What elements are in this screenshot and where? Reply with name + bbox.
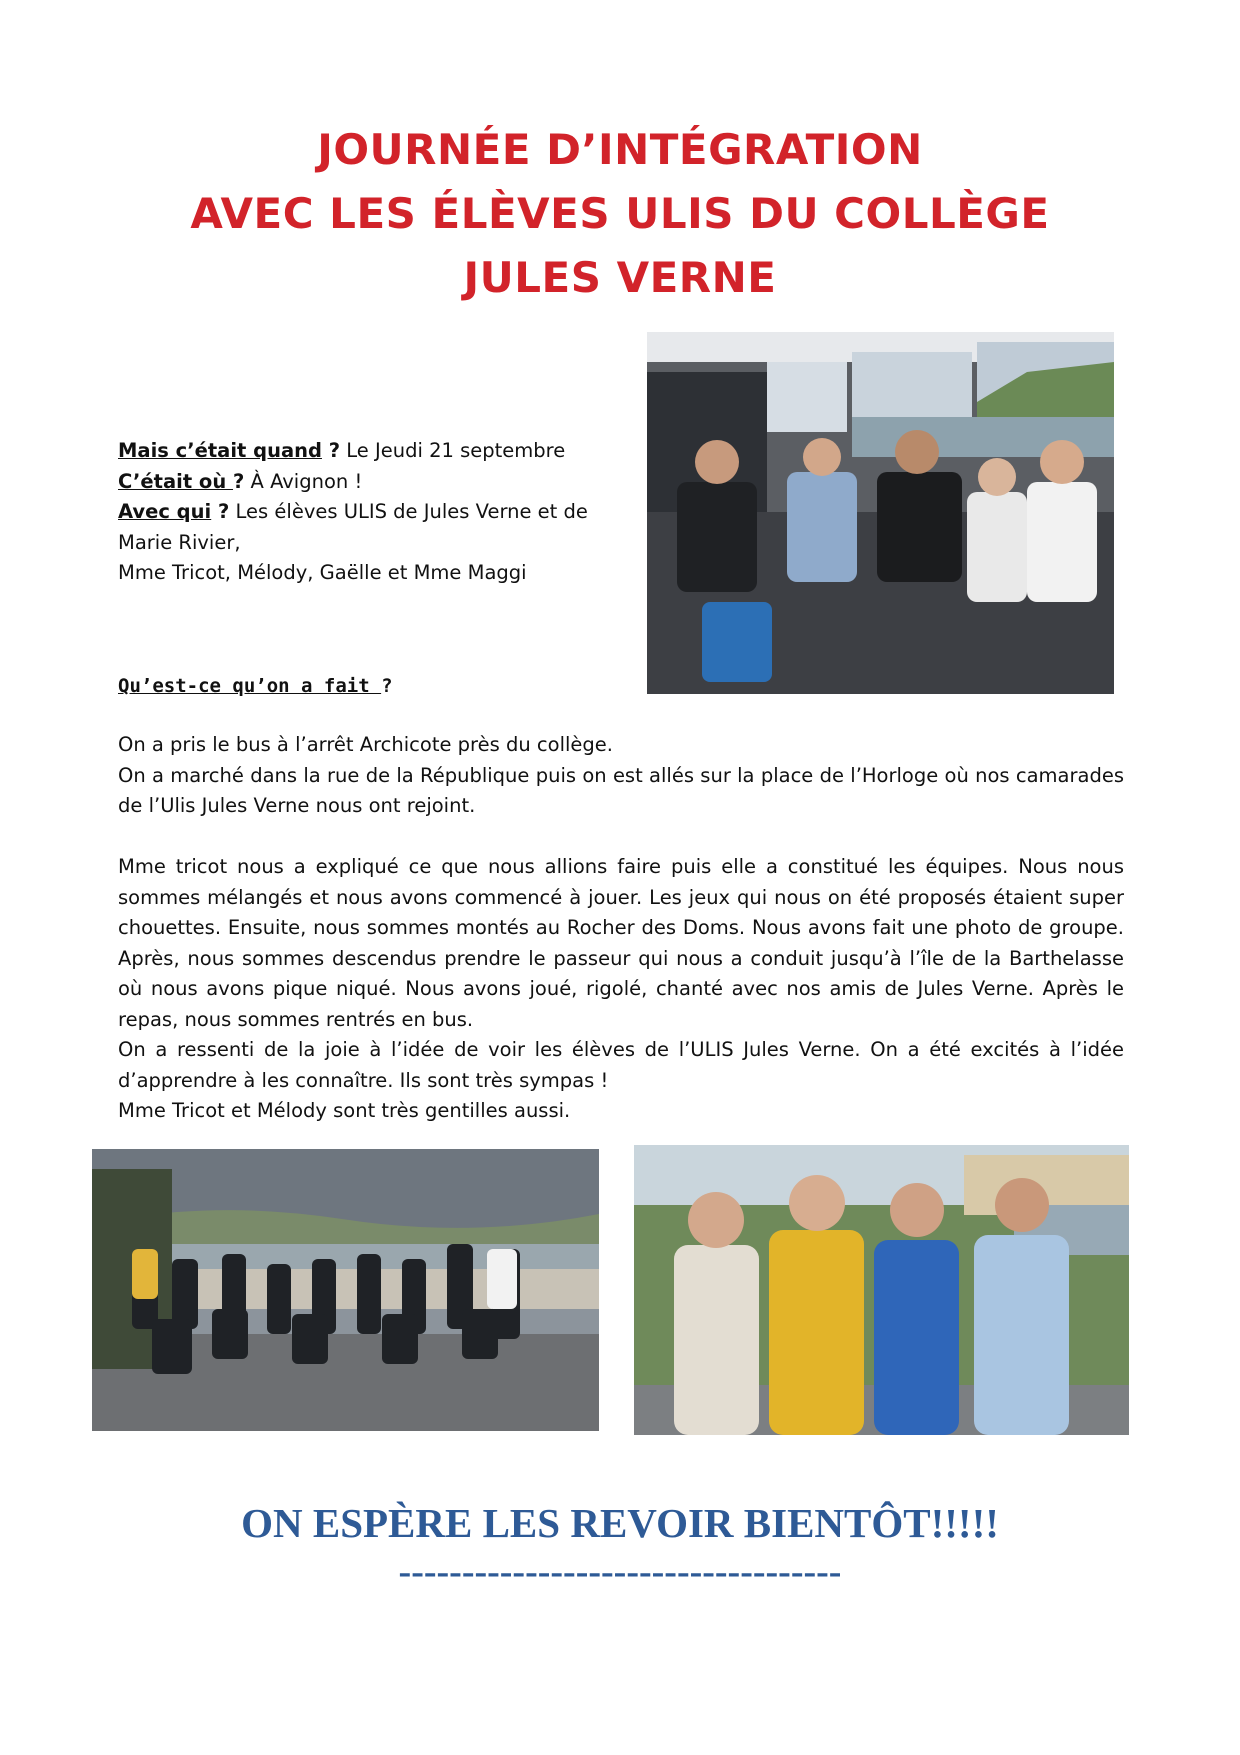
- info-when: [118, 436, 638, 467]
- who-question-mark: ?: [211, 500, 230, 523]
- staff-photo: [634, 1145, 1129, 1435]
- where-value: À Avignon !: [244, 469, 363, 493]
- title-line-1: JOURNÉE D’INTÉGRATION: [317, 125, 923, 174]
- when-label: Mais c’était quand: [118, 439, 322, 462]
- paragraph-2: On a marché dans la rue de la République puis on est allés sur la place de l’Horloge où nos camarades de l’Ulis Jules Verne nous ont rejoint.: [118, 763, 1124, 817]
- section-heading-question-mark: ?: [381, 675, 393, 697]
- group-photo: [92, 1149, 599, 1431]
- when-value: Le Jeudi 21 septembre: [340, 439, 566, 462]
- closing-divider: -----------------------------------: [398, 1551, 842, 1593]
- section-heading: [118, 675, 393, 697]
- title-line-3: JULES VERNE: [463, 253, 777, 302]
- when-question-mark: ?: [321, 439, 341, 462]
- paragraph-3: Mme tricot nous a expliqué ce que nous allions faire puis elle a constitué les équipes. Nous nous sommes mélangés et nous avons commencé à jouer. Les jeux qui nous on été proposés étaient super chouettes. Ensuite, nous sommes montés au Rocher des Doms. Nous avons fait une photo de groupe. Après, nous sommes descendus prendre le passeur qui nous a conduit jusqu’à l’île de la Barthelasse où nous avons pique niqué. Nous avons joué, rigolé, chanté avec nos amis de Jules Verne. Après le repas, nous sommes rentrés en bus.: [118, 855, 1124, 1031]
- boat-photo: [647, 332, 1114, 694]
- paragraph-5: Mme Tricot et Mélody sont très gentilles aussi.: [118, 1099, 571, 1122]
- section-heading-text: Qu’est-ce qu’on a fait: [118, 675, 382, 697]
- article-body: [118, 730, 1124, 1127]
- where-question-mark: ?: [233, 469, 245, 493]
- page-title: [0, 118, 1240, 310]
- info-who: [118, 497, 638, 558]
- title-line-2: AVEC LES ÉLÈVES ULIS DU COLLÈGE: [190, 189, 1050, 238]
- who-value: Les élèves ULIS de Jules Verne et de Marie Rivier,: [118, 500, 588, 554]
- closing-message: ON ESPÈRE LES REVOIR BIENTÔT!!!!!: [241, 1500, 999, 1546]
- paragraph-4: On a ressenti de la joie à l’idée de voir les élèves de l’ULIS Jules Verne. On a été excités à l’idée d’apprendre à les connaître. Ils sont très sympas !: [118, 1038, 1124, 1092]
- who-label: Avec qui: [118, 500, 212, 523]
- paragraph-1: On a pris le bus à l’arrêt Archicote près du collège.: [118, 733, 613, 756]
- info-where: [118, 467, 638, 498]
- where-label: C’était où: [118, 469, 234, 493]
- who-line-2: Mme Tricot, Mélody, Gaëlle et Mme Maggi: [118, 561, 527, 584]
- event-info: [118, 436, 638, 589]
